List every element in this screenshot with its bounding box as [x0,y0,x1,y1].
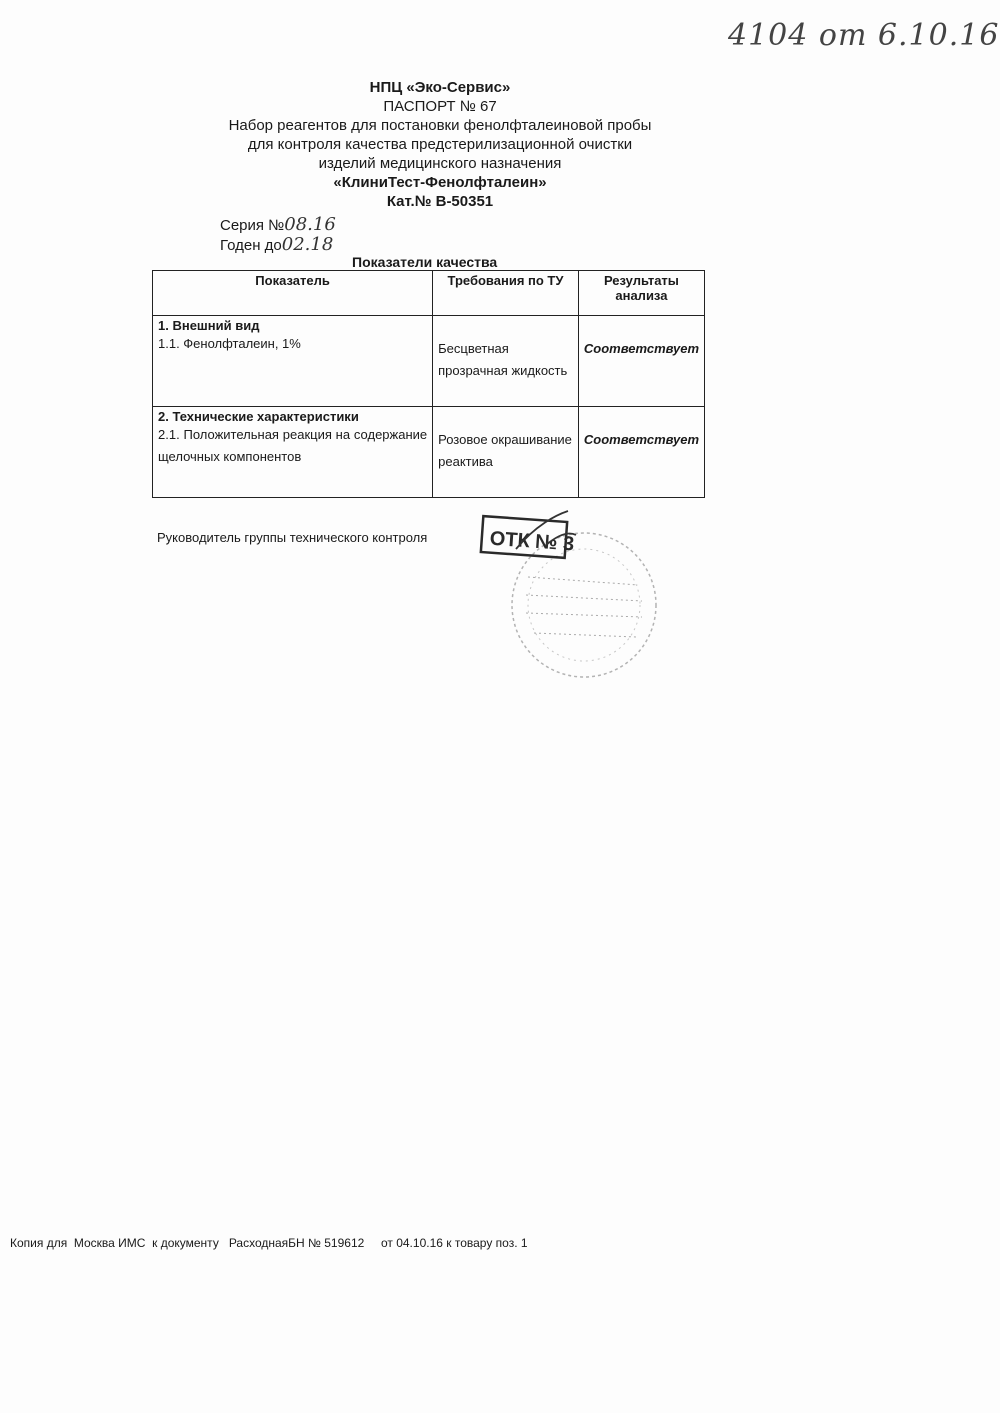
section-title: 2. Технические характеристики [158,409,359,424]
otk-stamp [476,505,676,685]
quality-table [152,270,705,498]
series-value: 08.16 [284,214,336,235]
table-title: Показатели качества [352,254,498,270]
series-label: Серия № [220,217,285,234]
description-line-1: Набор реагентов для постановки фенолфталеиновой пробы [228,117,652,134]
expiry-line [220,234,333,255]
footer-note: Копия для Москва ИМС к документу РасходнаяБН № 519612 от 04.10.16 к товару поз. 1 [10,1236,528,1250]
header-indicator: Показатель [153,271,433,316]
requirement-cell [433,407,579,498]
result-text: Соответствует [583,341,699,356]
indicator-text: 1.1. Фенолфталеин, 1% [158,336,301,351]
section-title: 1. Внешний вид [158,318,260,333]
requirement-text: Розовое окрашивание реактива [438,432,572,469]
table-header-row [153,271,705,316]
indicator-text: 2.1. Положительная реакция на содержание щелочных компонентов [158,427,428,464]
product-name: «КлиниТест-Фенолфталеин» [333,174,547,191]
catalog-number: Кат.№ В-50351 [386,193,494,210]
indicator-cell [153,316,433,407]
requirement-cell [433,316,579,407]
stamp-graphic [476,505,676,685]
header-requirements: Требования по ТУ [433,271,579,316]
stamp-text: ОТК № 3 [489,527,575,556]
handwritten-reference: 4104 от 6.10.16 [728,18,1000,53]
requirement-text: Бесцветная прозрачная жидкость [438,341,568,378]
description-line-3: изделий медицинского назначения [318,155,562,172]
series-line [220,214,336,235]
header-results: Результаты анализа [578,271,704,316]
table-row [153,407,705,498]
result-cell [578,407,704,498]
document-header [180,78,700,211]
company-name: НПЦ «Эко-Сервис» [369,79,511,96]
result-cell [578,316,704,407]
table-row [153,316,705,407]
signature-label: Руководитель группы технического контроля [157,530,428,545]
expiry-label: Годен до [220,237,282,254]
expiry-value: 02.18 [281,234,334,255]
result-text: Соответствует [583,432,699,447]
indicator-cell [153,407,433,498]
passport-number: ПАСПОРТ № 67 [383,98,497,115]
description-line-2: для контроля качества предстерилизационной очистки [247,136,633,153]
